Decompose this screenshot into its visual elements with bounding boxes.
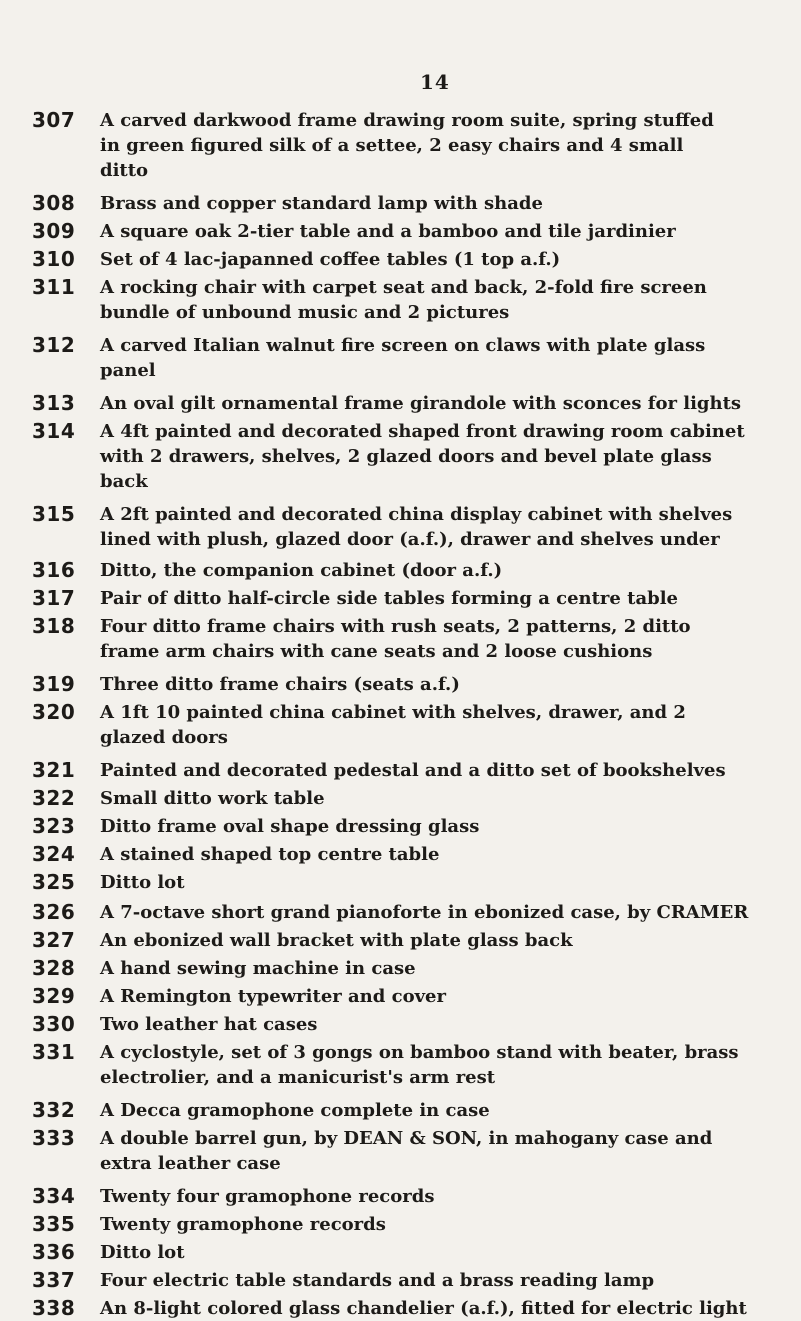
lot-entry-336: [0, 1240, 801, 1265]
lot-number: 332: [32, 1098, 76, 1122]
lot-number: 319: [32, 672, 76, 696]
lot-entry-323: [0, 814, 801, 839]
lot-number: 327: [32, 928, 76, 952]
lot-number: 334: [32, 1184, 76, 1208]
lot-description: Ditto frame oval shape dressing glass: [100, 816, 480, 837]
lot-number: 322: [32, 786, 76, 810]
lot-entry-334: [0, 1184, 801, 1209]
lot-description: Ditto, the companion cabinet (door a.f.): [100, 560, 503, 581]
lot-description: Pair of ditto half-circle side tables forming a centre table: [100, 588, 678, 609]
lot-entry-319: [0, 672, 801, 697]
lot-entry-309: [0, 219, 801, 244]
lot-description: Four electric table standards and a brass reading lamp: [100, 1270, 655, 1291]
lot-entry-321: [0, 758, 801, 783]
lot-number: 323: [32, 814, 76, 838]
lot-entry-311: [0, 275, 801, 325]
lot-entry-316: [0, 558, 801, 583]
lot-number: 324: [32, 842, 76, 866]
lot-number: 331: [32, 1040, 76, 1064]
lot-entry-333: [0, 1126, 801, 1176]
lot-entry-327: [0, 928, 801, 953]
page-number: 14: [420, 70, 450, 94]
lot-entry-322: [0, 786, 801, 811]
lot-number: 307: [32, 108, 76, 132]
lot-description: A rocking chair with carpet seat and back, 2-fold fire screen bundle of unbound music and 2 pictures: [100, 277, 707, 323]
lot-number: 314: [32, 419, 76, 443]
lot-number: 316: [32, 558, 76, 582]
lot-number: 312: [32, 333, 76, 357]
lot-number: 325: [32, 870, 76, 894]
lot-number: 309: [32, 219, 76, 243]
lot-entry-312: [0, 333, 801, 383]
lot-entry-326: [0, 900, 801, 925]
lot-description: Four ditto frame chairs with rush seats, 2 patterns, 2 ditto frame arm chairs with cane seats and 2 loose cushions: [100, 616, 691, 662]
lot-description: An oval gilt ornamental frame girandole with sconces for lights: [100, 393, 742, 414]
lot-number: 321: [32, 758, 76, 782]
lot-entry-329: [0, 984, 801, 1009]
lot-description: A carved Italian walnut fire screen on claws with plate glass panel: [100, 335, 706, 381]
lot-description: Brass and copper standard lamp with shade: [100, 193, 543, 214]
lot-number: 335: [32, 1212, 76, 1236]
lot-entry-337: [0, 1268, 801, 1293]
lot-description: A Decca gramophone complete in case: [100, 1100, 490, 1121]
lot-description: A hand sewing machine in case: [100, 958, 416, 979]
lot-description: Ditto lot: [100, 1242, 185, 1263]
lot-description: Two leather hat cases: [100, 1014, 318, 1035]
lot-description: Set of 4 lac-japanned coffee tables (1 top a.f.): [100, 249, 561, 270]
lot-description: A square oak 2-tier table and a bamboo and tile jardinier: [100, 221, 676, 242]
lot-description: Painted and decorated pedestal and a ditto set of bookshelves: [100, 760, 726, 781]
lot-number: 329: [32, 984, 76, 1008]
lot-number: 310: [32, 247, 76, 271]
lot-number: 337: [32, 1268, 76, 1292]
lot-entry-324: [0, 842, 801, 867]
lot-number: 330: [32, 1012, 76, 1036]
lot-number: 318: [32, 614, 76, 638]
lot-entry-310: [0, 247, 801, 272]
lot-number: 315: [32, 502, 76, 526]
lot-description: A double barrel gun, by DEAN & SON, in mahogany case and extra leather case: [100, 1128, 713, 1174]
lot-description: An 8-light colored glass chandelier (a.f.), fitted for electric light: [100, 1298, 747, 1319]
lot-list: [0, 108, 801, 1321]
lot-description: A stained shaped top centre table: [100, 844, 440, 865]
lot-entry-308: [0, 191, 801, 216]
lot-number: 328: [32, 956, 76, 980]
lot-description: Three ditto frame chairs (seats a.f.): [100, 674, 460, 695]
lot-entry-315: [0, 502, 801, 552]
lot-description: Ditto lot: [100, 872, 185, 893]
lot-description: A 2ft painted and decorated china display cabinet with shelves lined with plush, glazed door (a.f.), drawer and shelves under: [100, 504, 733, 550]
lot-entry-320: [0, 700, 801, 750]
lot-entry-335: [0, 1212, 801, 1237]
lot-entry-317: [0, 586, 801, 611]
lot-entry-338: [0, 1296, 801, 1321]
lot-entry-328: [0, 956, 801, 981]
lot-number: 313: [32, 391, 76, 415]
lot-description: A carved darkwood frame drawing room suite, spring stuffed in green figured silk of a settee, 2 easy chairs and 4 small ditto: [100, 110, 714, 181]
lot-entry-325: [0, 870, 801, 895]
lot-description: A 1ft 10 painted china cabinet with shelves, drawer, and 2 glazed doors: [100, 702, 686, 748]
lot-description: A cyclostyle, set of 3 gongs on bamboo stand with beater, brass electrolier, and a manicurist's arm rest: [100, 1042, 739, 1088]
lot-number: 333: [32, 1126, 76, 1150]
lot-number: 320: [32, 700, 76, 724]
lot-entry-331: [0, 1040, 801, 1090]
lot-entry-318: [0, 614, 801, 664]
lot-number: 308: [32, 191, 76, 215]
lot-description: An ebonized wall bracket with plate glass back: [100, 930, 573, 951]
lot-number: 317: [32, 586, 76, 610]
lot-number: 326: [32, 900, 76, 924]
lot-number: 336: [32, 1240, 76, 1264]
lot-number: 311: [32, 275, 76, 299]
lot-description: Twenty four gramophone records: [100, 1186, 435, 1207]
lot-entry-332: [0, 1098, 801, 1123]
lot-description: A 4ft painted and decorated shaped front drawing room cabinet with 2 drawers, shelves, 2 glazed doors and bevel plate glass back: [100, 421, 745, 492]
lot-description: Small ditto work table: [100, 788, 325, 809]
lot-description: Twenty gramophone records: [100, 1214, 386, 1235]
lot-entry-307: [0, 108, 801, 183]
lot-entry-330: [0, 1012, 801, 1037]
lot-description: A 7-octave short grand pianoforte in ebonized case, by CRAMER: [100, 902, 749, 923]
lot-entry-313: [0, 391, 801, 416]
lot-entry-314: [0, 419, 801, 494]
lot-description: A Remington typewriter and cover: [100, 986, 446, 1007]
lot-number: 338: [32, 1296, 76, 1320]
